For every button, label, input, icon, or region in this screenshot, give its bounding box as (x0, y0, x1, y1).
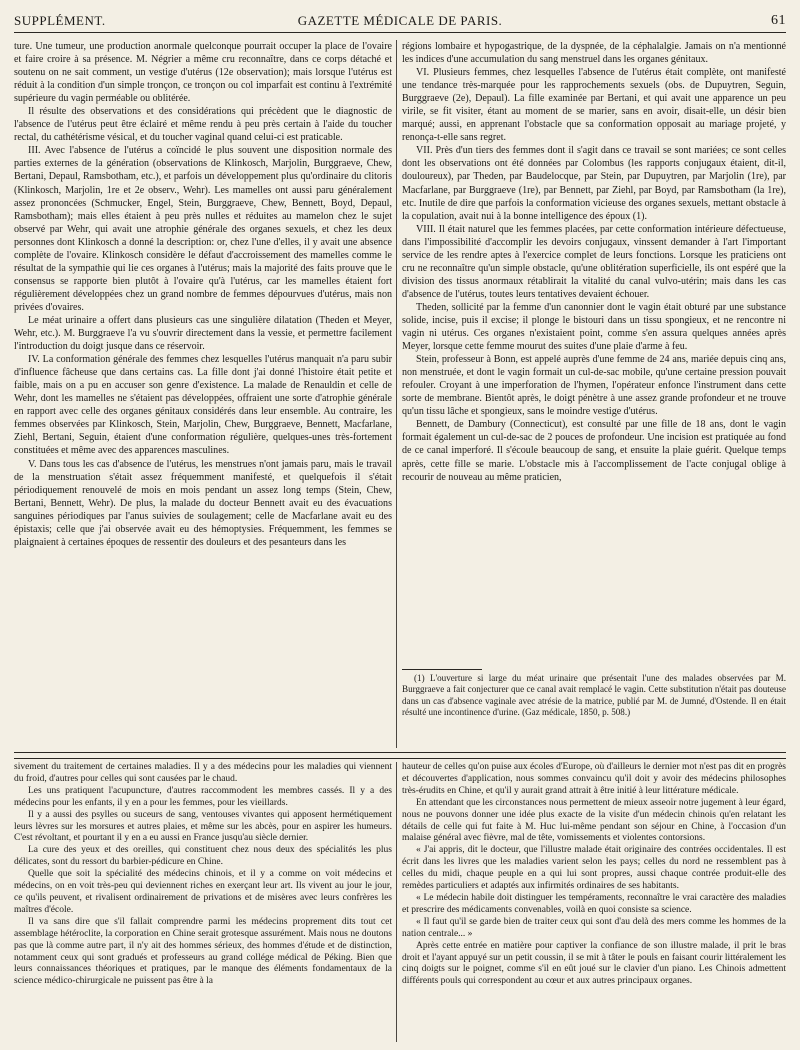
article-paragraph: Theden, sollicité par la femme d'un canonnier dont le vagin était obturé par une substance solide, incise, puis il excise; il plonge le bistouri dans un tissu spongieux, et ne rencontre ni vagin ni utérus. Ces organes n'existaient point, comme s'en assura quelques années après Meyer, lorsque cette femme mourut des suites d'une plaie d'arme à feu. (402, 301, 786, 353)
article-paragraph: Le méat urinaire a offert dans plusieurs cas une singulière dilatation (Theden et Meyer, Wehr, etc.). M. Burggraeve l'a vu s'ouvrir directement dans la vessie, et permettre facilement l'introduction du doigt jusque dans ce réservoir. (14, 314, 392, 353)
feuilleton-column-left (14, 762, 392, 1042)
feuilleton-paragraph: hauteur de celles qu'on puise aux écoles d'Europe, où d'ailleurs le dernier mot n'est pas dit en progrès et découvertes d'application, nous sommes convaincu qu'il doit y avoir des médecins philosophes très-érudits en Chine, et qu'il y aurait grand attrait à être initié à leur littérature médicale. (402, 762, 786, 796)
article-column-left (14, 40, 392, 745)
article-paragraph: Stein, professeur à Bonn, est appelé auprès d'une femme de 24 ans, mariée depuis cinq ans, non menstruée, et dont le vagin formait un cul-de-sac mobile, qu'une certaine pression pouvait refouler. Croyant à une imperforation de l'hymen, l'opérateur enfonce l'instrument dans cette sorte de membrane. Bientôt après, le doigt pénètre à une assez grande profondeur et ne trouve qu'un tissu lâche et spongieux, sans le moindre vestige d'utérus. (402, 354, 786, 418)
feuilleton-paragraph: Il va sans dire que s'il fallait comprendre parmi les médecins proprement dits tout cet assemblage hétéroclite, la corporation en Chine serait grotesque assurément. Mais nous ne doutons pas que là comme autre part, il n'y ait des hommes sérieux, des hommes d'étude et de distinction, notamment ceux qui sont gradués et professeurs au grand collége médical de Péking. Bien que leurs connaissances théoriques et pratiques, par le manque des éléments fondamentaux de la science médico-chirurgicale ne puissent pas être à la (14, 916, 392, 987)
article-paragraph: Bennett, de Dambury (Connecticut), est consulté par une fille de 18 ans, dont le vagin formait également un cul-de-sac de 2 pouces de profondeur. Une incision est pratiquée au fond de ce canal imperforé. Il s'écoule beaucoup de sang, et ensuite la plaie guérit. Quelque temps après, cette fille se marie. L'obstacle mis à l'accomplissement de l'acte conjugal oblige à recourir de nouveau au même praticien, (402, 419, 786, 483)
footnote-citation: (Gaz médicale, 1850, p. 508.) (522, 707, 631, 718)
column-divider (396, 40, 397, 748)
feuilleton-paragraph: La cure des yeux et des oreilles, qui constituent chez nous deux des spécialités les plus délicates, sont du ressort du barbier-pédicure en Chine. (14, 845, 392, 868)
article-paragraph: IV. La conformation générale des femmes chez lesquelles l'utérus manquait n'a paru subir d'influence fâcheuse que dans certains cas. La fille dont j'ai donné l'histoire était petite et faible, mais on a pu en accuser son genre d'existence. La malade de Renauldin et celle de Wehr, dont les mamelles ne s'étaient pas développées, offraient une sorte d'atrophie générale en rapport avec celle des organes génitaux considérés dans leur ensemble. Au contraire, les femmes observées par Klinkosch, Stein, Marjolin, Chew, Burggraeve, Bennett, Macfarlane, Ziehl, Bertani, Seguin, étaient d'une conformation régulière, quelques-unes très-fortement constituées et même avec des apparences masculines. (14, 354, 392, 457)
article-paragraph: VIII. Il était naturel que les femmes placées, par cette conformation intérieure défectueuse, dans l'impossibilité d'accomplir les devoirs conjugaux, vinssent demander à l'art l'important service de les rendre aptes à l'exercice complet de leurs fonctions. Lorsque les praticiens ont cru ne reconnaître qu'un simple obstacle, qu'une oblitération superficielle, ils ont espéré que la division des tissus anormaux rétablirait la vitalité du canal vulvo-utérin; mais dans les cas d'absence de l'utérus, toutes leurs tentatives devaient échouer. (402, 223, 786, 300)
feuilleton-paragraph: sivement du traitement de certaines maladies. Il y a des médecins pour les maladies qui viennent du froid, d'autres pour celles qui sont causées par le chaud. (14, 762, 392, 784)
article-paragraph: Il résulte des observations et des considérations qui précèdent que le diagnostic de l'absence de l'utérus peut être éclairé et même rendu à peu près certain à l'aide du toucher rectal, du cathétérisme vésical, et du toucher vaginal quand celui-ci est praticable. (14, 106, 392, 144)
feuilleton-paragraph: « Le médecin habile doit distinguer les tempéraments, reconnaître le vrai caractère des maladies et prescrire des médicaments convenables, voilà en quoi consiste sa science. (402, 892, 786, 915)
feuilleton-column-right (402, 762, 786, 1042)
footnote (402, 673, 786, 749)
article-paragraph: VII. Près d'un tiers des femmes dont il s'agit dans ce travail se sont mariées; ce sont celles dont les observations ont été données par Colombus (les rapports conjugaux étaient, dit-il, douloureux), par Theden, par Baudelocque, par Stein, par Dupuytren, par Marjolin (1re), par Macfarlane, par Burggraeve (1re), par Bennett, par Ziehl, par Boyd, par Ramsbotham (la 1re), etc. Inutile de dire que parfois la conformation vicieuse des organes sexuels, mettant obstacle à la copulation, avait nui à la bonne intelligence des époux (1). (402, 145, 786, 222)
page-header (14, 8, 786, 33)
feuilleton-paragraph: Les uns pratiquent l'acupuncture, d'autres raccommodent les membres cassés. Il y a des médecins pour les enfants, il y en a pour les femmes, pour les vieillards. (14, 785, 392, 808)
section-label: SUPPLÉMENT. (14, 13, 106, 28)
feuilleton-paragraph: Il y a aussi des psylles ou suceurs de sang, ventouses vivantes qui apposent hermétiquement leurs lèvres sur les morsures et autres plaies, et même sur les abcès, pour en aspirer les humeurs. C'est révoltant, et pourtant il y en a eu aussi en France jusqu'au siècle dernier. (14, 809, 392, 844)
feuilleton-paragraph: En attendant que les circonstances nous permettent de mieux asseoir notre jugement à leur égard, nous ne pouvons donner une idée plus exacte de la visite d'un médecin chinois qu'en relatant les détails de celle qui fut faite à M. Huc lui-même pendant son séjour en Chine, à l'occasion d'un malaise général avec fièvre, mal de tête, vomissements et violentes contorsions. (402, 797, 786, 844)
article-paragraph: V. Dans tous les cas d'absence de l'utérus, les menstrues n'ont jamais paru, mais le travail de la menstruation s'était assez fréquemment manifesté, et quelquefois il s'était périodiquement renouvelé de mois en mois pendant un assez long temps (Stein, Chew, Bertani, Bennett, Wehr). De plus, la malade du docteur Bennett avait eu des évacuations sanguines périodiques par l'anus suivies de soulagement; celle de Macfarlane avait eu des épistaxis; celle que j'ai observée avait eu des hémoptysies. Fréquemment, les femmes se plaignaient à certaines époques de ressentir des douleurs et des pesanteurs dans les (14, 458, 392, 548)
feuilleton-separator (14, 752, 786, 759)
article-paragraph: ture. Une tumeur, une production anormale quelconque pourrait occuper la place de l'ovaire et faire croire à sa présence. M. Négrier a même cru reconnaître, dans ce corps détaché et soutenu on ne sait comment, un vestige d'utérus (12e observation); mais lorsque l'utérus est réduit à la condition d'un simple tronçon, ce tronçon ou col imparfait est continu à l'extrémité supérieure du vagin perméable ou oblitérée. (14, 41, 392, 105)
feuilleton-paragraph: « Il faut qu'il se garde bien de traiter ceux qui sont d'au delà des mers comme les hommes de la nation centrale... » (402, 916, 786, 939)
article-column-right (402, 40, 786, 668)
column-divider (396, 762, 397, 1042)
article-paragraph: régions lombaire et hypogastrique, de la dyspnée, de la céphalalgie. Jamais on n'a mentionné les indices d'une accumulation du sang menstruel dans les organes génitaux. (402, 41, 786, 66)
feuilleton-paragraph: Après cette entrée en matière pour captiver la confiance de son illustre malade, il prit le bras droit et l'ayant appuyé sur un petit coussin, il se mit à tâter le pouls en faisant courir littéralement les cinq doigts sur le poignet, comme s'il en eût joué sur le clavier d'un piano. Les Chinois admettent différents pouls qui correspondent au cœur et aux autres principaux organes. (402, 940, 786, 987)
feuilleton-paragraph: Quelle que soit la spécialité des médecins chinois, et il y a comme on voit médecins et médecins, on en voit très-peu qui deviennent riches en exerçant leur art. Ils vivent au jour le jour, ce qu'ils peuvent, et rivalisent ordinairement de privations et de misères avec leurs confrères les maîtres d'école. (14, 869, 392, 915)
footnote-rule (402, 669, 482, 670)
footnote-text: (1) L'ouverture si large du méat urinaire que présentait l'une des malades observées par M. Burggraeve a fait conjecturer que ce canal avait remplacé le vagin. Cette substitution n'était pas douteuse dans un cas d'absence vaginale avec atrésie de la matrice, publié par M. de Jumné, d'Ostende. Il en était résulté une incontinence d'urine. (402, 673, 786, 718)
article-paragraph: III. Avec l'absence de l'utérus a coïncidé le plus souvent une disposition normale des parties externes de la génération (observations de Klinkosch, Marjolin, Burggraeve, Chew, Bertani, Depaul, Ramsbotham, etc.), et parfois un développement plus qu'ordinaire du clitoris (Klinkosch, Marjolin, 1re et 2e observ., Wehr). Les mamelles ont aussi paru généralement assez prononcées (Schmucker, Engel, Stein, Burggraeve, Chew, Bennett, Boyd, Depaul, Ramsbotham); mais elles étaient à peu près nulles et réduites au mamelon chez le sujet observé par Wehr, qui avait une atrophie générale des organes sexuels, et chez les deux personnes dont Klinkosch a donné la description: or, chez l'une d'elles, il y avait une absence complète de l'ovaire. Klinkosch considère le défaut d'accroissement des mamelles comme le résultat de la sympathie qui lie ces organes à l'utérus; mais la majorité des faits prouve que le consensus se rapporte bien plutôt à l'ovaire qu'à l'utérus, car les mamelles étaient fort régulièrement développées chez un grand nombre de femmes dépourvues d'utérus, mais non privées d'ovaires. (14, 145, 392, 313)
journal-title: GAZETTE MÉDICALE DE PARIS. (297, 13, 503, 28)
article-paragraph: VI. Plusieurs femmes, chez lesquelles l'absence de l'utérus était complète, ont manifesté une tendance très-marquée pour les rapprochements sexuels (obs. de Dupuytren, Seguin, Burggraeve (2e), Depaul). La fille examinée par Bertani, et qui avait une apparence un peu virile, se fit visiter, étant au moment de se marier, sans en avoir, disait-elle, un désir bien marqué; aussi, en apprenant l'obstacle que sa conformation opposait au mariage projeté, y renonça-t-elle sans regret. (402, 67, 786, 144)
feuilleton-paragraph: « J'ai appris, dit le docteur, que l'illustre malade était originaire des contrées occidentales. Il est écrit dans les livres que les maladies varient selon les pays; celles du nord ne ressemblent pas à celles du midi, chaque peuple en a qui lui sont propres, aussi chaque contrée produit-elle des remèdes particuliers et adaptés aux infirmités ordinaires de ses habitants. (402, 845, 786, 892)
page-number: 61 (771, 13, 786, 28)
